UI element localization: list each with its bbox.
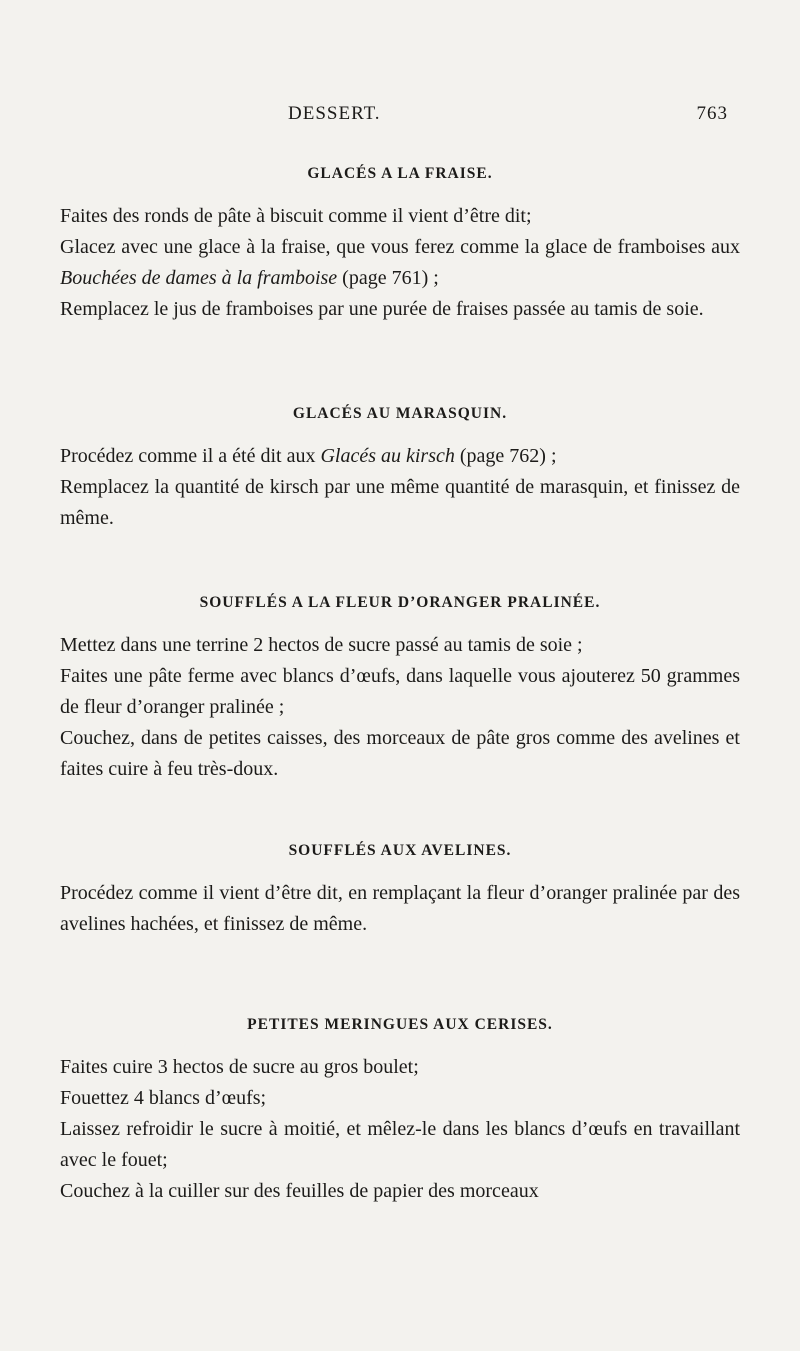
recipe-souffles-fleur-oranger <box>60 594 740 785</box>
recipe-meringues-cerises <box>60 1016 740 1207</box>
recipe-reference: Bouchées de dames à la framboise <box>60 267 338 289</box>
recipe-heading: GLACÉS AU MARASQUIN. <box>292 405 508 422</box>
recipe-step: Mettez dans une terrine 2 hectos de sucre passé au tamis de soie ; <box>60 634 583 656</box>
page-number: 763 <box>696 103 728 124</box>
recipe-reference: Glacés au kirsch <box>320 445 455 467</box>
recipe-step: Faites une pâte ferme avec blancs d’œufs, dans laquelle vous ajouterez 50 grammes de fleur d’oranger pralinée ; <box>60 665 740 718</box>
recipe-step: Couchez, dans de petites caisses, des morceaux de pâte gros comme des avelines et faites cuire à feu très-doux. <box>60 727 740 780</box>
recipe-step: Fouettez 4 blancs d’œufs; <box>60 1087 267 1109</box>
book-page <box>60 0 740 1351</box>
recipe-heading: GLACÉS A LA FRAISE. <box>307 165 493 182</box>
recipe-step: Remplacez la quantité de kirsch par une même quantité de marasquin, et finissez de même. <box>60 476 740 529</box>
recipe-step: Remplacez le jus de framboises par une purée de fraises passée au tamis de soie. <box>60 298 704 320</box>
recipe-glaces-fraise <box>60 165 740 325</box>
recipe-step: Faites des ronds de pâte à biscuit comme il vient d’être dit; <box>60 205 532 227</box>
recipe-step: Laissez refroidir le sucre à moitié, et mêlez-le dans les blancs d’œufs en travaillant avec le fouet; <box>60 1118 740 1171</box>
recipe-step: Faites cuire 3 hectos de sucre au gros boulet; <box>60 1056 419 1078</box>
recipe-souffles-avelines <box>60 842 740 940</box>
running-header <box>60 103 740 131</box>
running-title: DESSERT. <box>288 103 381 124</box>
recipe-heading: SOUFFLÉS A LA FLEUR D’ORANGER PRALINÉE. <box>199 594 601 611</box>
recipe-step: Couchez à la cuiller sur des feuilles de papier des morceaux <box>60 1180 539 1202</box>
recipe-heading: SOUFFLÉS AUX AVELINES. <box>288 842 512 859</box>
recipe-glaces-marasquin <box>60 405 740 534</box>
recipe-step: Procédez comme il a été dit aux Glacés au kirsch (page 762) ; <box>60 445 557 467</box>
recipe-step: Procédez comme il vient d’être dit, en remplaçant la fleur d’oranger pralinée par des avelines hachées, et finissez de même. <box>60 882 740 935</box>
recipe-step: Glacez avec une glace à la fraise, que vous ferez comme la glace de framboises aux Bouchées de dames à la framboise (page 761) ; <box>60 236 740 289</box>
recipe-heading: PETITES MERINGUES AUX CERISES. <box>247 1016 553 1033</box>
